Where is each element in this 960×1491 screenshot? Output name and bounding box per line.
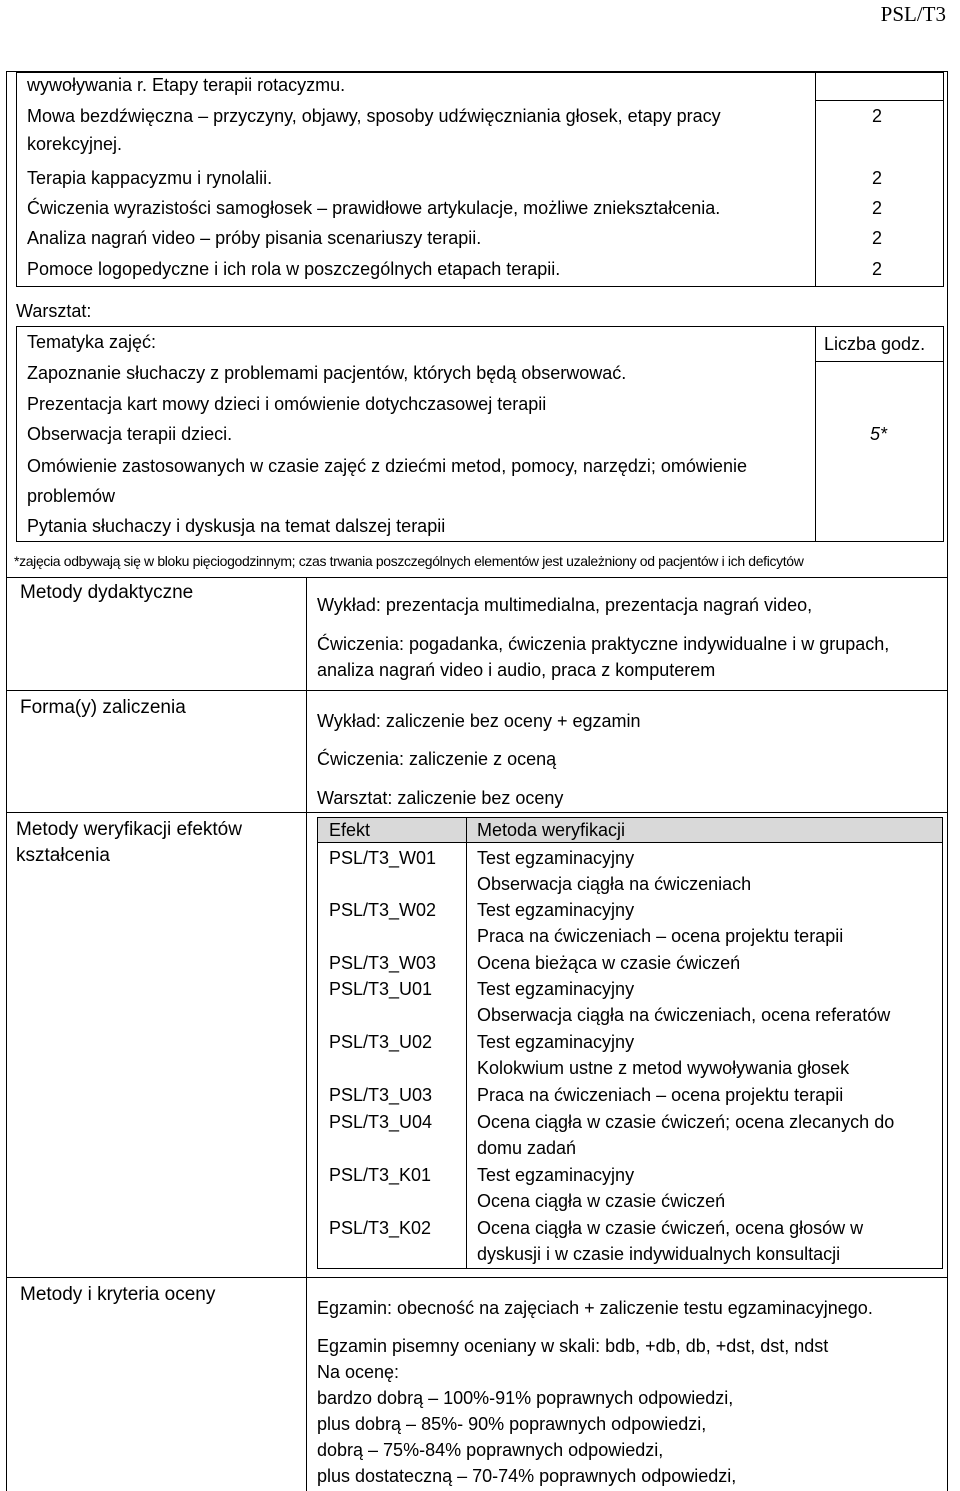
metoda-line: Test egzaminacyjny [477,979,635,999]
kryteria-line: Egzamin pisemny oceniany w skali: bdb, +db, db, +dst, dst, ndst [317,1336,829,1356]
metoda-line: Ocena ciągła w czasie ćwiczeń; ocena zlecanych do [477,1112,895,1132]
warsztat-item: Zapoznanie słuchaczy z problemami pacjentów, których będą obserwować. [27,363,627,383]
metoda-line: Ocena ciągła w czasie ćwiczeń [477,1191,726,1211]
efekt-code: PSL/T3_W01 [329,848,437,868]
metoda-line: domu zadań [477,1138,577,1158]
efekt-code: PSL/T3_U01 [329,979,433,999]
metody-dydaktyczne-line: analiza nagrań video i audio, praca z komputerem [317,660,716,680]
metoda-line: Test egzaminacyjny [477,1165,635,1185]
topic-hours: 2 [872,259,883,279]
kryteria-line: Na ocenę: [317,1362,400,1382]
metoda-line: Ocena ciągła w czasie ćwiczeń, ocena głosów w [477,1218,864,1238]
topic-text: Mowa bezdźwięczna – przyczyny, objawy, sposoby udźwięczniania głosek, etapy pracy [27,106,721,126]
warsztat-hours: 5* [870,424,888,444]
section-divider [6,690,948,691]
kryteria-label: Metody i kryteria oceny [20,1284,216,1305]
efekt-code: PSL/T3_U04 [329,1112,433,1132]
kryteria-line: bardzo dobrą – 100%-91% poprawnych odpowiedzi, [317,1388,734,1408]
warsztat-topics-header: Tematyka zajęć: [27,332,157,352]
metoda-line: Ocena bieżąca w czasie ćwiczeń [477,953,741,973]
topics-divider [815,100,944,101]
weryfikacja-column-divider [466,817,467,1269]
kryteria-line: Egzamin: obecność na zajęciach + zaliczenie testu egzaminacyjnego. [317,1298,873,1318]
metody-dydaktyczne-line: Wykład: prezentacja multimedialna, prezentacja nagrań video, [317,595,813,615]
forma-zaliczenia-line: Wykład: zaliczenie bez oceny + egzamin [317,711,641,731]
metoda-line: Praca na ćwiczeniach – ocena projektu terapii [477,1085,844,1105]
forma-zaliczenia-line: Warsztat: zaliczenie bez oceny [317,788,564,808]
efekt-code: PSL/T3_W03 [329,953,437,973]
metoda-line: dyskusji i w czasie indywidualnych konsultacji [477,1244,841,1264]
topic-hours: 2 [872,106,883,126]
warsztat-item: Omówienie zastosowanych w czasie zajęć z dziećmi metod, pomocy, narzędzi; omówienie [27,456,747,476]
topic-hours: 2 [872,168,883,188]
topic-text: korekcyjnej. [27,134,123,154]
efekt-code: PSL/T3_K01 [329,1165,432,1185]
column-divider [306,577,307,1491]
warsztat-label: Warsztat: [16,301,92,321]
warsztat-item: problemów [27,486,116,506]
section-divider [6,577,948,578]
weryfikacja-label: Metody weryfikacji efektów [16,819,242,840]
metoda-line: Test egzaminacyjny [477,1032,635,1052]
warsztat-item: Pytania słuchaczy i dyskusja na temat dalszej terapii [27,516,446,536]
topic-text: wywoływania r. Etapy terapii rotacyzmu. [27,75,346,95]
efekt-code: PSL/T3_W02 [329,900,437,920]
warsztat-footnote: *zajęcia odbywają się w bloku pięciogodzinnym; czas trwania poszczególnych elementów jest uzależniony od pacjentów i ich deficytów [14,553,804,569]
section-divider [6,1277,948,1278]
kryteria-line: plus dobrą – 85%- 90% poprawnych odpowiedzi, [317,1414,707,1434]
warsztat-item: Prezentacja kart mowy dzieci i omówienie dotychczasowej terapii [27,394,547,414]
warsztat-divider [815,361,944,362]
topic-text: Pomoce logopedyczne i ich rola w poszczególnych etapach terapii. [27,259,561,279]
weryfikacja-table-header [318,818,942,842]
metoda-line: Kolokwium ustne z metod wywoływania głosek [477,1058,850,1078]
topic-hours: 2 [872,228,883,248]
metoda-line: Obserwacja ciągła na ćwiczeniach, ocena referatów [477,1005,891,1025]
metody-dydaktyczne-label: Metody dydaktyczne [20,582,194,603]
topic-hours: 2 [872,198,883,218]
metoda-line: Praca na ćwiczeniach – ocena projektu terapii [477,926,844,946]
weryfikacja-col-metoda: Metoda weryfikacji [477,820,626,840]
efekt-code: PSL/T3_U03 [329,1085,433,1105]
efekt-code: PSL/T3_K02 [329,1218,432,1238]
document-code: PSL/T3 [880,2,946,26]
efekt-code: PSL/T3_U02 [329,1032,433,1052]
topic-text: Terapia kappacyzmu i rynolalii. [27,168,273,188]
forma-zaliczenia-line: Ćwiczenia: zaliczenie z oceną [317,749,557,769]
kryteria-line: dobrą – 75%-84% poprawnych odpowiedzi, [317,1440,664,1460]
metoda-line: Test egzaminacyjny [477,900,635,920]
metoda-line: Test egzaminacyjny [477,848,635,868]
forma-zaliczenia-label: Forma(y) zaliczenia [20,697,186,718]
kryteria-line: plus dostateczną – 70-74% poprawnych odpowiedzi, [317,1466,737,1486]
topics-hours-divider [815,72,816,287]
warsztat-hours-divider [815,326,816,542]
weryfikacja-col-efekt: Efekt [329,820,371,840]
section-divider [6,812,948,813]
metoda-line: Obserwacja ciągła na ćwiczeniach [477,874,752,894]
topic-text: Ćwiczenia wyrazistości samogłosek – prawidłowe artykulacje, możliwe zniekształcenia. [27,198,721,218]
warsztat-hours-header: Liczba godz. [824,334,926,354]
metody-dydaktyczne-line: Ćwiczenia: pogadanka, ćwiczenia praktyczne indywidualne i w grupach, [317,634,890,654]
weryfikacja-header-divider [317,842,943,843]
weryfikacja-label: kształcenia [16,845,110,866]
topic-text: Analiza nagrań video – próby pisania scenariuszy terapii. [27,228,482,248]
warsztat-item: Obserwacja terapii dzieci. [27,424,233,444]
